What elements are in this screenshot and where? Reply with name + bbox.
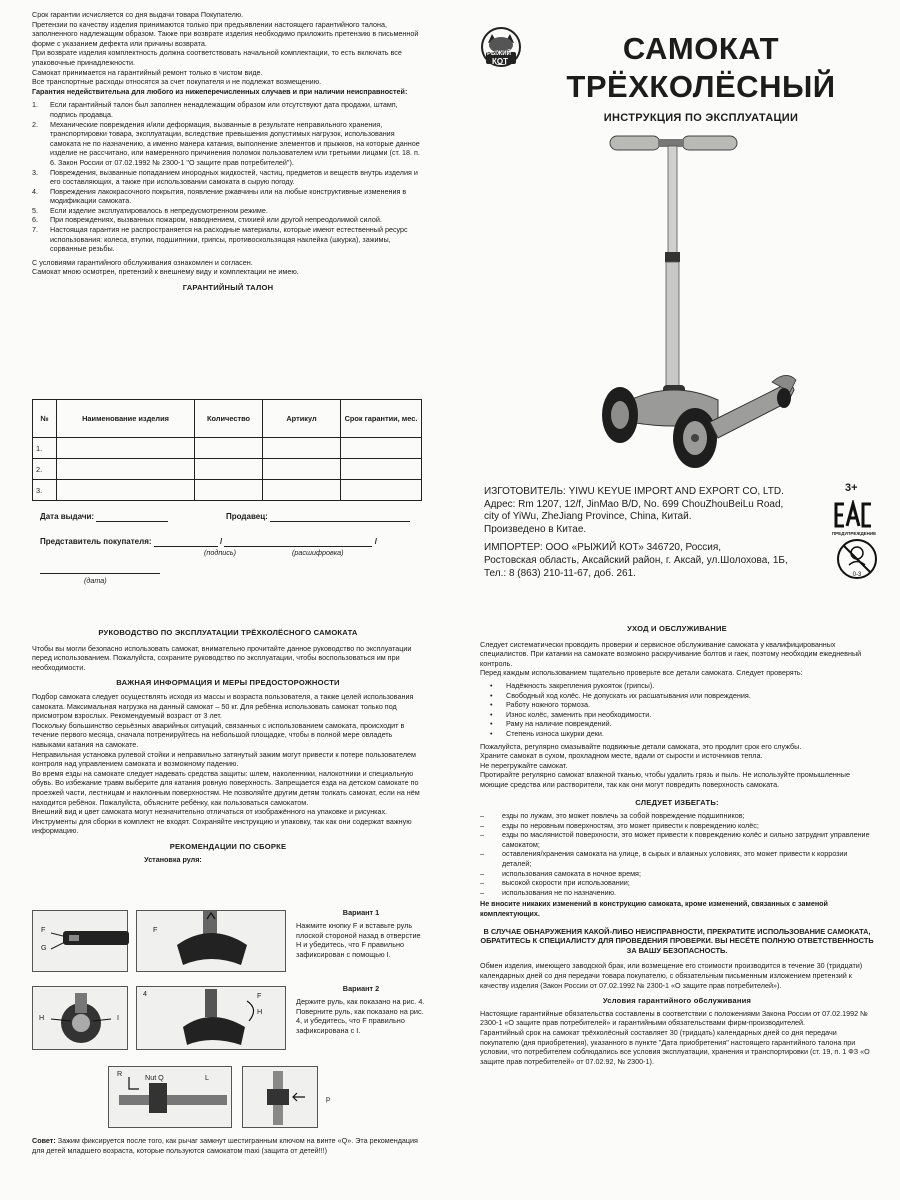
table-cell[interactable] bbox=[341, 438, 422, 459]
manufacturer-name: ИЗГОТОВИТЕЛЬ: YIWU KEYUE IMPORT AND EXPORT CO, LTD. bbox=[484, 486, 784, 497]
list-item: • Надёжность закрепления рукояток (грипсы). bbox=[490, 680, 655, 690]
buyer-rep-field bbox=[40, 537, 377, 547]
figure-number: 4 bbox=[143, 989, 147, 998]
manual-heading: РУКОВОДСТВО ПО ЭКСПЛУАТАЦИИ ТРЁХКОЛЁСНОГО САМОКАТА bbox=[98, 628, 358, 637]
title-line-2: ТРЁХКОЛЁСНЫЙ bbox=[566, 69, 836, 104]
variant-2-text: Держите руль, как показано на рис. 4. Поверните руль, как показано на рис. 4, и убедитесь, что F правильно зафиксирована с I. bbox=[296, 996, 425, 1036]
important-p2: Поскольку большинство серьёзных аварийных ситуаций, связанных с использованием самоката, происходит в течение первого месяца, сначала потренируйтесь на небольшой площадке, чтобы в полной мере овладеть навыками катания на самокате. bbox=[32, 720, 405, 749]
issue-date-field bbox=[40, 512, 168, 522]
age-badge: 3+ bbox=[845, 482, 858, 494]
list-item: • Раму на наличие повреждений. bbox=[490, 719, 612, 729]
care-p1: Следует систематически проводить проверки и сервисное обслуживание самоката у квалифицированных специалистов. При катании на самокате возможно раскручивание болтов и гаек, поэтому необходим ежедневный контроль. bbox=[480, 639, 862, 668]
row-number: 2. bbox=[33, 459, 57, 480]
table-cell[interactable] bbox=[263, 480, 341, 501]
table-cell[interactable] bbox=[195, 438, 263, 459]
table-cell[interactable] bbox=[57, 459, 195, 480]
date-hint: (дата) bbox=[84, 576, 107, 585]
separator: / bbox=[374, 537, 377, 546]
list-item: • Свободный ход колёс. Не допускать их расшатывания или повреждения. bbox=[490, 690, 751, 700]
invalid-heading: Гарантия недействительна для любого из нижеперечисленных случаев и при наличии неисправностей: bbox=[32, 86, 408, 96]
figure-6 bbox=[242, 1066, 318, 1128]
list-item: • Износ колёс, заменить при необходимости. bbox=[490, 709, 652, 719]
important-p1: Подбор самоката следует осуществлять исходя из массы и возраста пользователя, а также целей использования самоката. Максимальная нагрузка на данный самокат – 50 кг. Для ребёнка использовать самокат только под присмотром взрослых. Рекомендуемый возраст от 3 лет. bbox=[32, 691, 414, 721]
made-in: Произведено в Китае. bbox=[484, 523, 587, 535]
page-title bbox=[536, 30, 866, 106]
list-item: – высокой скорости при использовании; bbox=[480, 878, 630, 888]
care-p6: Протирайте регулярно самокат влажной тканью, чтобы удалить грязь и пыль. Не используйте промышленные моющие средства или растворители, так как они могут повредить поверхность самоката. bbox=[480, 770, 850, 789]
important-p3: Неправильная установка рулевой стойки и неправильно затянутый зажим могут привести к потере пользователем контроля над управлением самоката и возможному падению. bbox=[32, 749, 416, 769]
seller-label: Продавец: bbox=[226, 512, 268, 521]
warranty-intro-2: Претензии по качеству изделия принимаются только при предъявлении настоящего гарантийного талона, заполненного надлежащим образом. Также при возврате изделия необходимо приложить претензию в письменной форме с указанием дефекта или причины возврата. bbox=[32, 19, 419, 48]
table-cell[interactable] bbox=[263, 438, 341, 459]
col-article: Артикул bbox=[263, 400, 341, 438]
label-f: F bbox=[153, 925, 158, 934]
table-cell[interactable] bbox=[57, 480, 195, 501]
brand-logo bbox=[480, 26, 522, 68]
col-warranty-term: Срок гарантии, мес. bbox=[341, 400, 422, 438]
important-heading: ВАЖНАЯ ИНФОРМАЦИЯ И МЕРЫ ПРЕДОСТОРОЖНОСТИ bbox=[116, 678, 340, 688]
agree-terms: С условиями гарантийного обслуживания ознакомлен и согласен. bbox=[32, 257, 253, 267]
warranty-intro-4: Самокат принимается на гарантийный ремонт только в чистом виде. bbox=[32, 67, 263, 77]
variant-2 bbox=[296, 984, 426, 1036]
table-cell[interactable] bbox=[195, 480, 263, 501]
list-item: 2. Механические повреждения и/или деформация, вызванные в результате неправильного хранения, транспортировки товара, эксплуатации, вследствие превышения допустимых нагрузок, использования самоката не по назначению, а именно манера катания, выполнение элементов и прыжков, на которые данное изделие не рассчитано, или намеренного причинения поломок пользователем или третьими лицами (ст. 18. п. 6. Закон России от 07.02.1992 № 2300-1 "О защите прав потребителей"). bbox=[32, 119, 420, 167]
advice-text: Зажим фиксируется после того, как рычаг замкнут шестигранным ключом на винте «Q». Эта рекомендация для детей младшего возраста, которые пользуются самокатом maxi (защита от детей!!!) bbox=[32, 1136, 418, 1155]
care-text bbox=[480, 624, 874, 1066]
list-item: – использования не по назначению. bbox=[480, 887, 617, 897]
warranty-conditions-heading: Условия гарантийного обслуживания bbox=[602, 996, 752, 1006]
important-p5: Внешний вид и цвет самоката могут незначительно отличаться от изображённого на упаковке и рисунках. Инструменты для сборки в комплект не входят. Сохраняйте инструкцию и упаковку, так как они содержат важную информацию. bbox=[32, 807, 412, 836]
figure-3 bbox=[32, 986, 128, 1050]
table-cell[interactable] bbox=[57, 438, 195, 459]
manual-intro: Чтобы вы могли безопасно использовать самокат, внимательно прочитайте данное руководство по эксплуатации перед использованием. Пожалуйста, сохраните руководство по эксплуатации, чтобы воспользоваться им при необходимости. bbox=[32, 643, 412, 672]
table-row bbox=[33, 480, 422, 501]
issue-date-line[interactable] bbox=[96, 514, 168, 522]
no-changes-note: Не вносите никаких изменений в конструкцию самоката, кроме изменений, связанных с заменой комплектующих. bbox=[480, 899, 828, 919]
warranty-intro-1: Срок гарантии исчисляется со дня выдачи товара Покупателю. bbox=[32, 10, 244, 19]
label-r: R bbox=[117, 1069, 123, 1078]
label-l: L bbox=[205, 1073, 209, 1082]
fault-notice: В СЛУЧАЕ ОБНАРУЖЕНИЯ КАКОЙ-ЛИБО НЕИСПРАВНОСТИ, ПРЕКРАТИТЕ ИСПОЛЬЗОВАНИЕ САМОКАТА, ОБРАТИТЕСЬ К СПЕЦИАЛИСТУ ДЛЯ ПРОВЕДЕНИЯ ПРОВЕРКИ. ВЫ НЕСЁТЕ ПОЛНУЮ ОТВЕТСТВЕННОСТЬ ЗА ВАШУ БЕЗОПАСНОСТЬ. bbox=[480, 926, 874, 955]
label-p: p bbox=[326, 1094, 330, 1103]
agree-inspected: Самокат мною осмотрен, претензий к внешнему виду и комплектации не имею. bbox=[32, 267, 299, 277]
list-item: 7. Настоящая гарантия не распространяется на расходные материалы, которые имеют естественный ресурс использования: колеса, втулки, подшипники, грипсы, противоскользящая наклейка (шкурка), зажимы, сорванные резьбы. bbox=[32, 225, 408, 254]
list-item: – оставления/хранения самоката на улице, в сырых и влажных условиях, это может привести к коррозии деталей; bbox=[480, 849, 848, 869]
buyer-rep-label: Представитель покупателя: bbox=[40, 537, 152, 546]
manual-page bbox=[0, 600, 450, 1200]
seller-line[interactable] bbox=[270, 514, 410, 522]
importer-name: ИМПОРТЕР: ООО «РЫЖИЙ КОТ» 346720, Россия, bbox=[484, 542, 722, 554]
figure-1 bbox=[32, 910, 128, 972]
importer-phone: Тел.: 8 (863) 210-11-67, доб. 261. bbox=[484, 567, 636, 579]
decode-hint: (расшифровка) bbox=[292, 548, 344, 557]
signature-hint: (подпись) bbox=[204, 548, 237, 557]
care-heading: УХОД И ОБСЛУЖИВАНИЕ bbox=[627, 624, 727, 633]
table-cell[interactable] bbox=[341, 459, 422, 480]
cover-page bbox=[450, 0, 900, 600]
label-f: F bbox=[41, 925, 46, 934]
table-cell[interactable] bbox=[263, 459, 341, 480]
age-restriction-label: 0-3 bbox=[852, 572, 862, 578]
seller-field bbox=[226, 512, 410, 522]
figure-4 bbox=[136, 986, 286, 1050]
label-h: H bbox=[257, 1007, 263, 1016]
list-item: • Работу ножного тормоза. bbox=[490, 700, 590, 710]
warranty-intro-5: Все транспортные расходы относятся за счет покупателя и не подлежат возмещению. bbox=[32, 77, 322, 87]
table-header-row bbox=[33, 400, 422, 438]
row-number: 3. bbox=[33, 480, 57, 501]
label-i: I bbox=[117, 1013, 119, 1022]
list-item: – езды по лужам, это может повлечь за собой повреждение подшипников; bbox=[480, 811, 745, 821]
important-p4: Во время езды на самокате следует надевать средства защиты: шлем, наколенники, налокотники и специальную обувь. Во избежание травм выберите для катания ровную поверхность. Запрещается езда на детском самокате по проезжей части, лестницам и наклонным поверхностям. Не позволяйте другим детям толкать самокат, если на нём находится ребёнок. Пожалуйста, объясните ребёнку, как пользоваться самокатом. bbox=[32, 768, 420, 807]
warranty-conditions-p1: Настоящие гарантийные обязательства составлены в соответствии с положениями Закона России от 07.02.1992 № 2300-1 «О защите прав потребителей» и гарантийными обязательствами фирм-производителей. bbox=[480, 1008, 868, 1028]
care-p5: Не перегружайте самокат. bbox=[480, 760, 568, 770]
list-item: 6. При повреждениях, вызванных пожаром, наводнением, стихией или другой непреодолимой силой. bbox=[32, 215, 382, 225]
title-line-1: САМОКАТ bbox=[622, 31, 780, 66]
page-subtitle: ИНСТРУКЦИЯ ПО ЭКСПЛУАТАЦИИ bbox=[603, 112, 799, 124]
care-p3: Пожалуйста, регулярно смазывайте подвижные детали самоката, это продлит срок его службы. bbox=[480, 741, 802, 751]
variant-2-title: Вариант 2 bbox=[342, 984, 380, 993]
care-p4: Храните самокат в сухом, прохладном месте, вдали от сырости и источников тепла. bbox=[480, 751, 763, 761]
advice-label: Совет: bbox=[32, 1136, 56, 1145]
manual-text bbox=[32, 628, 424, 865]
variant-1 bbox=[296, 908, 426, 960]
logo-text-top: РЫЖИЙ bbox=[487, 51, 511, 57]
col-quantity: Количество bbox=[195, 400, 263, 438]
logo-text-bottom: КОТ bbox=[492, 57, 508, 66]
assembly-heading: РЕКОМЕНДАЦИИ ПО СБОРКЕ bbox=[169, 841, 287, 851]
signature-line[interactable] bbox=[154, 539, 218, 547]
label-nut: Nut Q bbox=[145, 1073, 164, 1082]
manufacturer-address-1: Адрес: Rm 1207, 12/f, JinMao B/D, No. 699 ChouZhouBeiLu Road, bbox=[484, 498, 784, 510]
eac-caption: ПРЕДУПРЕЖДЕНИЕ bbox=[831, 531, 877, 536]
separator: / bbox=[220, 537, 223, 546]
warranty-page bbox=[0, 0, 450, 600]
exchange-terms: Обмен изделия, имеющего заводской брак, или возмещение его стоимости производится в течение 30 (тридцати) календарных дней со дня передачи товара покупателю, с обязательным письменным изложением претензий к качеству изделия (Закон России от 07.02.1992 № 2300-1 «О защите прав потребителей»). bbox=[480, 961, 863, 990]
table-cell[interactable] bbox=[195, 459, 263, 480]
handlebar-heading: Установка руля: bbox=[144, 855, 202, 865]
issue-date-label: Дата выдачи: bbox=[40, 512, 95, 521]
eac-mark-icon bbox=[833, 500, 873, 530]
col-number: № bbox=[33, 400, 57, 438]
table-cell[interactable] bbox=[341, 480, 422, 501]
date-line[interactable] bbox=[40, 566, 160, 574]
figure-2 bbox=[136, 910, 286, 972]
list-item: 5. Если изделие эксплуатировалось в непредусмотренном режиме. bbox=[32, 205, 268, 215]
warranty-intro-3: При возврате изделия комплектность должна соответствовать начальной комплектации, то есть включать все упаковочные принадлежности. bbox=[32, 48, 402, 67]
table-row bbox=[33, 438, 422, 459]
list-item: 4. Повреждения лакокрасочного покрытия, появление ржавчины или на любые конструктивные изменения в модификации самоката. bbox=[32, 186, 407, 206]
scooter-image bbox=[550, 130, 800, 475]
row-number: 1. bbox=[33, 438, 57, 459]
invalid-list bbox=[32, 100, 424, 254]
importer-address: Ростовская область, Аксайский район, г. Аксай, ул.Шолохова, 1Б, bbox=[484, 554, 788, 566]
table-row bbox=[33, 459, 422, 480]
list-item: – езды по маслянистой поверхности, это может привести к повреждению колёс и сильно затруднит управление самокатом; bbox=[480, 830, 870, 849]
figure-5 bbox=[108, 1066, 232, 1128]
label-h: H bbox=[39, 1013, 45, 1022]
decode-line[interactable] bbox=[224, 539, 372, 547]
talon-title: ГАРАНТИЙНЫЙ ТАЛОН bbox=[182, 283, 274, 293]
variant-1-title: Вариант 1 bbox=[342, 908, 380, 917]
warranty-conditions-p2: Гарантийный срок на самокат трёхколёсный составляет 30 (тридцать) календарных дней со дня передачи покупателю (дня приобретения), указанного в пункте "Дата приобретения" настоящего гарантийного талона при условии, что потребителем соблюдались все условия эксплуатации, хранения и транспортировки (ст. 19, п. 1 ФЗ «О защите прав потребителей» от 07.02.92, № 2300-1). bbox=[480, 1027, 870, 1066]
label-f: F bbox=[257, 991, 262, 1000]
list-item: – использования самоката в ночное время; bbox=[480, 868, 641, 878]
care-p2: Перед каждым использованием тщательно проверьте все детали самоката. Следует проверять: bbox=[480, 668, 803, 678]
manufacturer-address-2: city of YiWu, ZheJiang Province, China, Китай. bbox=[484, 511, 692, 523]
col-product-name: Наименование изделия bbox=[57, 400, 195, 438]
list-item: 1. Если гарантийный талон был заполнен ненадлежащим образом или отсутствуют дата продажи, штамп, подпись продавца. bbox=[32, 100, 398, 119]
label-g: G bbox=[41, 943, 47, 952]
avoid-heading: СЛЕДУЕТ ИЗБЕГАТЬ: bbox=[635, 797, 719, 807]
variant-1-text: Нажмите кнопку F и вставьте руль плоской стороной назад в отверстие H и убедитесь, что F правильно зафиксирован с помощью I. bbox=[296, 920, 421, 960]
avoid-list bbox=[480, 811, 874, 897]
warranty-table bbox=[32, 399, 422, 501]
check-list bbox=[480, 681, 874, 739]
assembly-figures bbox=[28, 898, 428, 1178]
care-page bbox=[450, 600, 900, 1200]
manufacturer-info bbox=[484, 486, 824, 580]
list-item: – езды по неровным поверхностям, это может привести к повреждению колёс; bbox=[480, 820, 759, 830]
warranty-text bbox=[32, 10, 424, 293]
list-item: 3. Повреждения, вызванные попаданием инородных жидкостей, частиц, предметов и веществ внутрь изделия и его составляющих, а также при использовании самоката в сырую погоду. bbox=[32, 167, 418, 187]
list-item: • Степень износа шкурки деки. bbox=[490, 728, 604, 738]
advice bbox=[32, 1136, 426, 1155]
age-warning-icon bbox=[836, 538, 878, 580]
